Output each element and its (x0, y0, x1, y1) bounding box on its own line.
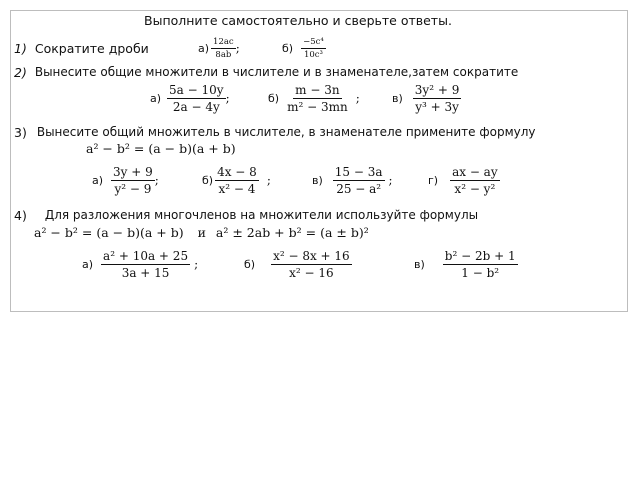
fraction-denominator: x² − 4 (218, 181, 256, 196)
item-separator: ; (225, 91, 230, 105)
fraction-denominator: 8ab (215, 49, 232, 60)
section-2-number: 2) (14, 64, 27, 80)
fraction-denominator: x² − 16 (289, 265, 334, 280)
item-label: в) (414, 257, 425, 271)
item-label: б) (202, 173, 214, 187)
section-2-item-b (268, 80, 360, 116)
item-separator: ; (154, 173, 159, 187)
fraction (443, 249, 518, 280)
item-separator: ; (194, 257, 199, 271)
fraction-numerator: b² − 2b + 1 (444, 248, 516, 263)
fraction (211, 37, 236, 60)
section-4-item-c (414, 246, 518, 282)
section-3-number: 3) (14, 124, 27, 140)
worksheet-title: Выполните самостоятельно и сверьте ответы. (144, 13, 452, 28)
fraction-denominator: y² − 9 (114, 181, 152, 196)
fraction (301, 37, 326, 60)
item-label: а) (198, 41, 210, 55)
fraction-denominator: 10c³ (303, 49, 323, 60)
fraction-denominator: 3a + 15 (121, 265, 170, 280)
fraction-numerator: 4x − 8 (217, 164, 257, 179)
section-4-conjunction: и (197, 224, 206, 240)
section-4-item-b (244, 246, 352, 282)
fraction-numerator: 15 − 3a (334, 164, 383, 179)
section-2-heading: Вынесите общие множители в числителе и в знаменателе,затем сократите (34, 65, 519, 79)
fraction-numerator: m − 3n (295, 82, 340, 97)
item-label: а) (82, 257, 94, 271)
section-4-heading: Для разложения многочленов на множители используйте формулы (44, 208, 479, 222)
fraction (101, 249, 190, 280)
section-4-formulas (34, 224, 369, 240)
section-1-item-b (282, 34, 326, 62)
fraction (285, 83, 350, 114)
section-2 (14, 64, 518, 80)
fraction-numerator: 3y² + 9 (414, 82, 460, 97)
section-4-item-a (82, 246, 198, 282)
section-3-item-d (428, 162, 500, 198)
fraction-numerator: a² + 10a + 25 (103, 248, 189, 263)
fraction-numerator: −5c⁴ (303, 36, 324, 47)
section-1-item-a (198, 34, 240, 62)
fraction-numerator: ax − ay (452, 164, 498, 179)
item-separator: ; (388, 173, 393, 187)
fraction-denominator: 25 − a² (336, 181, 382, 196)
section-1-number: 1) (14, 40, 27, 56)
fraction-denominator: y³ + 3y (415, 99, 459, 114)
fraction-denominator: 2a − 4y (172, 99, 220, 114)
section-4-formula-2: a² ± 2ab + b² = (a ± b)² (215, 224, 369, 240)
section-2-item-a (150, 80, 230, 116)
section-3 (14, 124, 536, 140)
fraction-denominator: 1 − b² (461, 265, 500, 280)
section-1-heading: Сократите дроби (34, 40, 149, 56)
fraction-denominator: x² − y² (454, 181, 496, 196)
fraction (167, 83, 226, 114)
item-label: в) (392, 91, 403, 105)
item-separator: ; (266, 173, 271, 187)
item-label: г) (428, 173, 439, 187)
item-label: б) (268, 91, 280, 105)
section-3-formula: a² − b² = (a − b)(a + b) (86, 141, 236, 156)
section-3-heading: Вынесите общий множитель в числителе, в знаменателе примените формулу (36, 125, 536, 139)
fraction (333, 165, 385, 196)
section-4-formula-1: a² − b² = (a − b)(a + b) (34, 224, 184, 240)
fraction (215, 165, 259, 196)
fraction-numerator: 5a − 10y (169, 82, 224, 97)
section-3-item-a (92, 162, 159, 198)
fraction-denominator: m² − 3mn (287, 99, 348, 114)
fraction (271, 249, 352, 280)
fraction-numerator: 3y + 9 (113, 164, 153, 179)
fraction (111, 165, 155, 196)
fraction (450, 165, 500, 196)
section-3-item-b (202, 162, 271, 198)
item-label: б) (244, 257, 256, 271)
item-label: в) (312, 173, 323, 187)
section-4-number: 4) (14, 207, 27, 223)
section-3-item-c (312, 162, 393, 198)
item-label: а) (92, 173, 104, 187)
item-separator: ; (355, 91, 360, 105)
section-1 (14, 36, 149, 60)
fraction (413, 83, 462, 114)
item-label: а) (150, 91, 162, 105)
section-2-item-c (392, 80, 461, 116)
fraction-numerator: 12ac (213, 36, 234, 47)
item-label: б) (282, 41, 294, 55)
fraction-numerator: x² − 8x + 16 (273, 248, 350, 263)
section-4 (14, 207, 478, 223)
item-separator: ; (235, 41, 240, 55)
